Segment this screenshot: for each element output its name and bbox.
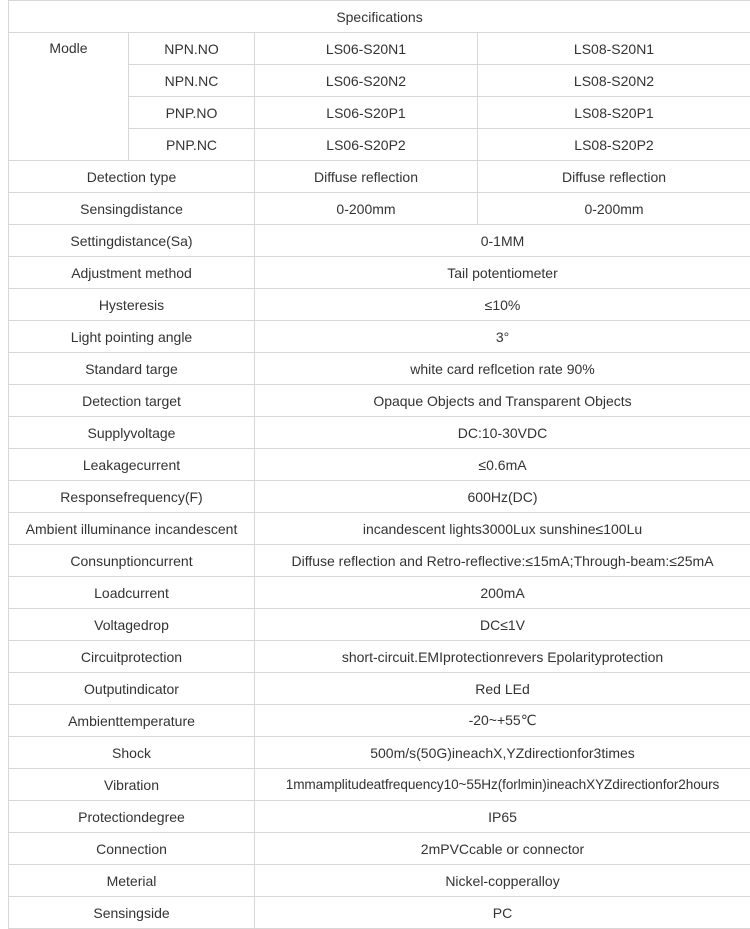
row-label: Consunptioncurrent — [9, 545, 255, 577]
model-ls06: LS06-S20N1 — [255, 33, 478, 65]
row-label: Sensingside — [9, 897, 255, 929]
table-row — [9, 385, 750, 417]
row-label: Detection target — [9, 385, 255, 417]
row-label: Protectiondegree — [9, 801, 255, 833]
model-ls08: LS08-S20N1 — [478, 33, 750, 65]
row-label: Meterial — [9, 865, 255, 897]
row-value: Diffuse reflection and Retro-reflective:≤15mA;Through-beam:≤25mA — [255, 545, 750, 577]
table-row — [9, 33, 750, 65]
table-row — [9, 481, 750, 513]
row-value: 1mmamplitudeatfrequency10~55Hz(forlmin)ineachXYZdirectionfor2hours — [255, 769, 750, 801]
row-value: short-circuit.EMIprotectionrevers Epolarityprotection — [255, 641, 750, 673]
row-value: 600Hz(DC) — [255, 481, 750, 513]
row-value: 3° — [255, 321, 750, 353]
row-value: white card reflcetion rate 90% — [255, 353, 750, 385]
row-value: DC:10-30VDC — [255, 417, 750, 449]
table-row — [9, 577, 750, 609]
table-row — [9, 545, 750, 577]
row-label: Ambienttemperature — [9, 705, 255, 737]
row-value: ≤0.6mA — [255, 449, 750, 481]
table-row — [9, 449, 750, 481]
row-value: Nickel-copperalloy — [255, 865, 750, 897]
model-type: PNP.NC — [129, 129, 255, 161]
row-label: Adjustment method — [9, 257, 255, 289]
table-row — [9, 673, 750, 705]
row-value: 500m/s(50G)ineachX,YZdirectionfor3times — [255, 737, 750, 769]
row-label: Loadcurrent — [9, 577, 255, 609]
header-row — [9, 1, 750, 33]
row-label: Voltagedrop — [9, 609, 255, 641]
table-title: Specifications — [9, 1, 750, 33]
row-value: 2mPVCcable or connector — [255, 833, 750, 865]
model-ls08: LS08-S20P1 — [478, 97, 750, 129]
table-row — [9, 289, 750, 321]
table-row — [9, 833, 750, 865]
table-row — [9, 609, 750, 641]
model-ls06: LS06-S20P1 — [255, 97, 478, 129]
row-value-ls08: 0-200mm — [478, 193, 750, 225]
row-value-ls06: 0-200mm — [255, 193, 478, 225]
row-value: IP65 — [255, 801, 750, 833]
table-row — [9, 801, 750, 833]
table-row — [9, 225, 750, 257]
specifications-table — [8, 0, 750, 929]
table-row — [9, 161, 750, 193]
model-ls08: LS08-S20N2 — [478, 65, 750, 97]
table-row — [9, 193, 750, 225]
row-value: Red LEd — [255, 673, 750, 705]
row-label: Standard targe — [9, 353, 255, 385]
row-label: Ambient illuminance incandescent — [9, 513, 255, 545]
row-label: Connection — [9, 833, 255, 865]
row-label: Shock — [9, 737, 255, 769]
row-label: Responsefrequency(F) — [9, 481, 255, 513]
row-value-ls06: Diffuse reflection — [255, 161, 478, 193]
row-value: ≤10% — [255, 289, 750, 321]
table-row — [9, 897, 750, 929]
table-row — [9, 321, 750, 353]
model-ls06: LS06-S20N2 — [255, 65, 478, 97]
model-type: NPN.NC — [129, 65, 255, 97]
model-label: Modle — [9, 33, 129, 161]
row-label: Outputindicator — [9, 673, 255, 705]
model-ls08: LS08-S20P2 — [478, 129, 750, 161]
row-value: 0-1MM — [255, 225, 750, 257]
row-value: 200mA — [255, 577, 750, 609]
model-ls06: LS06-S20P2 — [255, 129, 478, 161]
table-row — [9, 257, 750, 289]
table-row — [9, 353, 750, 385]
model-type: PNP.NO — [129, 97, 255, 129]
row-label: Leakagecurrent — [9, 449, 255, 481]
row-label: Light pointing angle — [9, 321, 255, 353]
row-label: Sensingdistance — [9, 193, 255, 225]
row-label: Supplyvoltage — [9, 417, 255, 449]
table-row — [9, 769, 750, 801]
row-label: Detection type — [9, 161, 255, 193]
row-value: Opaque Objects and Transparent Objects — [255, 385, 750, 417]
row-value: DC≤1V — [255, 609, 750, 641]
row-value: Tail potentiometer — [255, 257, 750, 289]
table-row — [9, 641, 750, 673]
row-label: Vibration — [9, 769, 255, 801]
table-row — [9, 865, 750, 897]
row-value-ls08: Diffuse reflection — [478, 161, 750, 193]
row-label: Settingdistance(Sa) — [9, 225, 255, 257]
row-value: PC — [255, 897, 750, 929]
table-row — [9, 737, 750, 769]
row-value: incandescent lights3000Lux sunshine≤100Lu — [255, 513, 750, 545]
table-row — [9, 705, 750, 737]
table-row — [9, 513, 750, 545]
row-label: Hysteresis — [9, 289, 255, 321]
row-value: -20~+55℃ — [255, 705, 750, 737]
row-label: Circuitprotection — [9, 641, 255, 673]
model-type: NPN.NO — [129, 33, 255, 65]
table-row — [9, 417, 750, 449]
